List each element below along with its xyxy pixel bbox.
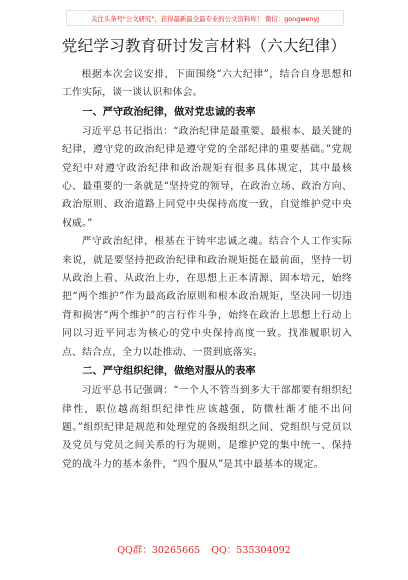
section-heading-organizational-discipline: 二、严守组织纪律，做绝对服从的表率 — [82, 366, 256, 378]
footer-qq: QQ：535304092 — [211, 545, 291, 556]
header-banner — [66, 10, 344, 26]
banner-text: 关注头条号"公文研究"，获得最新最全最专业的公文资料库！ 微信：gongwenyj — [90, 14, 320, 23]
document-body — [62, 66, 352, 474]
body-paragraph: 严守政治纪律，根基在于铸牢忠诚之魂。结合个人工作实际来说，就是要坚持把政治纪律和政治规矩挺在最前面，坚持一切从政治上看、从政治上办，在思想上正本清源、固本培元，始终把“两个维护”作为最高政治原则和根本政治规矩，坚决同一切违背和损害“两个维护”的言行作斗争，始终在政治上思想上行动上同以习近平同志为核心的党中央保持高度一致。找准履职切入点、结合点，全力以赴推动、一贯到底落实。 — [62, 236, 352, 358]
body-paragraph: 习近平总书记指出：“政治纪律是最重要、最根本、最关键的纪律，遵守党的政治纪律是遵守党的全部纪律的重要基础。”党规党纪中对遵守政治纪律和政治规矩有很多具体规定，其中最核心、最重要的一条就是“坚持党的领导，在政治立场、政治方向、政治原则、政治道路上同党中央保持高度一致，自觉维护党中央权威。” — [62, 125, 352, 229]
section-heading-political-discipline: 一、严守政治纪律，做对党忠诚的表率 — [82, 106, 256, 118]
body-paragraph: 习近平总书记强调：“一个人不管当到多大干部都要有组织纪律性，职位越高组织纪律性应该越强，防微杜渐才能不出问题。”组织纪律是规范和处理党的各级组织之间、党组织与党员以及党员与党员之间关系的行为规则，是维护党的集中统一、保持党的战斗力的基本条件，“四个服从”是其中最基本的规定。 — [62, 385, 352, 470]
document-title: 党纪学习教育研讨发言材料（六大纪律） — [61, 37, 347, 55]
footer-contact — [0, 542, 408, 556]
intro-paragraph: 根据本次会议安排，下面围绕“六大纪律”，结合自身思想和工作实际，谈一谈认识和体会。 — [62, 69, 352, 99]
footer-qq-group: QQ群：30265665 — [117, 545, 201, 556]
